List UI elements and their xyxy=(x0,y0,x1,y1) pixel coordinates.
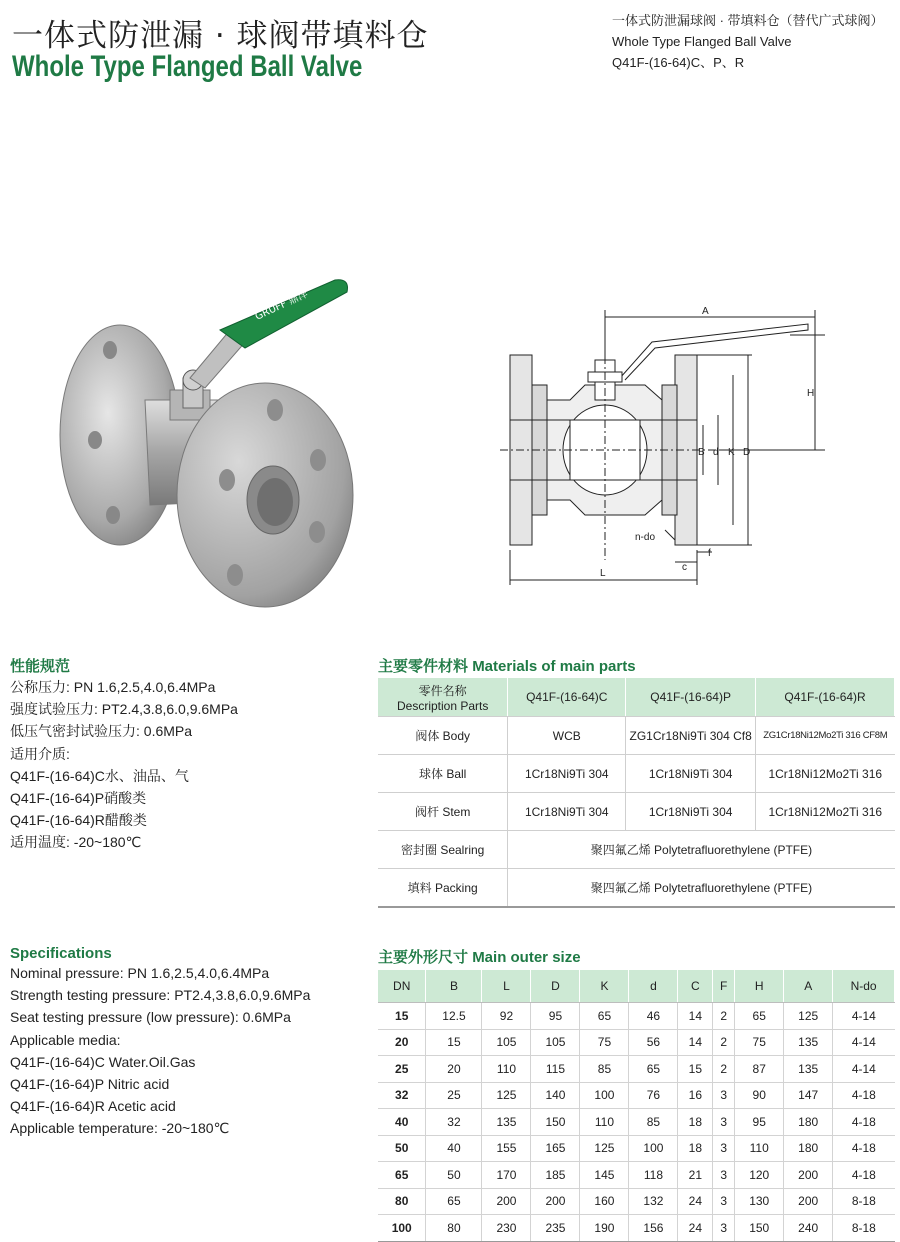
sizes-cell: 80 xyxy=(426,1215,482,1242)
sizes-cell: 200 xyxy=(482,1188,531,1215)
materials-part: 填料 Packing xyxy=(378,869,508,908)
sizes-dn-cell: 40 xyxy=(378,1109,426,1136)
materials-part: 阀杆 Stem xyxy=(378,793,508,831)
spec-line: Strength testing pressure: PT2.4,3.8,6.0,9.6MPa xyxy=(10,987,311,1004)
sizes-col-header: d xyxy=(629,970,678,1003)
sizes-dn-cell: 80 xyxy=(378,1188,426,1215)
sizes-cell: 190 xyxy=(580,1215,629,1242)
sizes-cell: 24 xyxy=(678,1188,713,1215)
sizes-cell: 4-18 xyxy=(833,1135,895,1162)
sizes-cell: 65 xyxy=(735,1003,784,1030)
sizes-cell: 4-18 xyxy=(833,1109,895,1136)
spec-line: Q41F-(16-64)R醋酸类 xyxy=(10,812,147,829)
sizes-cell: 156 xyxy=(629,1215,678,1242)
valve-section-drawing xyxy=(490,300,830,595)
sizes-cell: 132 xyxy=(629,1188,678,1215)
spec-line: Nominal pressure: PN 1.6,2.5,4.0,6.4MPa xyxy=(10,965,270,981)
sizes-cell: 200 xyxy=(531,1188,580,1215)
sizes-col-header: D xyxy=(531,970,580,1003)
sizes-cell: 65 xyxy=(426,1188,482,1215)
sizes-cell: 4-14 xyxy=(833,1003,895,1030)
materials-cell: 1Cr18Ni12Mo2Ti 316 xyxy=(756,755,895,793)
specs-cn-list xyxy=(10,676,238,854)
sizes-cell: 125 xyxy=(580,1135,629,1162)
sizes-cell: 16 xyxy=(678,1082,713,1109)
dim-label-f: f xyxy=(708,548,711,559)
spec-line: Q41F-(16-64)P Nitric acid xyxy=(10,1076,170,1093)
sizes-cell: 125 xyxy=(482,1082,531,1109)
materials-part: 密封圈 Sealring xyxy=(378,831,508,869)
spec-line: Q41F-(16-64)C Water.Oil.Gas xyxy=(10,1053,196,1070)
spec-line: Q41F-(16-64)R Acetic acid xyxy=(10,1098,176,1115)
sizes-cell: 100 xyxy=(580,1082,629,1109)
sizes-cell: 140 xyxy=(531,1082,580,1109)
sizes-cell: 3 xyxy=(713,1162,735,1189)
materials-row xyxy=(378,717,895,755)
model-info xyxy=(612,10,884,73)
sizes-cell: 4-18 xyxy=(833,1082,895,1109)
sizes-cell: 3 xyxy=(713,1109,735,1136)
dim-label-K: K xyxy=(728,447,735,458)
sizes-cell: 75 xyxy=(580,1029,629,1056)
materials-cell: 1Cr18Ni9Ti 304 xyxy=(626,793,756,831)
sizes-cell: 235 xyxy=(531,1215,580,1242)
sizes-cell: 200 xyxy=(784,1188,833,1215)
sizes-cell: 14 xyxy=(678,1003,713,1030)
sizes-cell: 130 xyxy=(735,1188,784,1215)
sizes-cell: 75 xyxy=(735,1029,784,1056)
sizes-cell: 230 xyxy=(482,1215,531,1242)
materials-part: 球体 Ball xyxy=(378,755,508,793)
sizes-cell: 2 xyxy=(713,1056,735,1083)
dim-label-H: H xyxy=(807,388,815,399)
sizes-dn-cell: 32 xyxy=(378,1082,426,1109)
sizes-cell: 150 xyxy=(531,1109,580,1136)
sizes-col-header: DN xyxy=(378,970,426,1003)
materials-cell: ZG1Cr18Ni9Ti 304 Cf8 xyxy=(626,717,756,755)
sizes-cell: 65 xyxy=(580,1003,629,1030)
sizes-cell: 4-14 xyxy=(833,1056,895,1083)
spec-line: 适用介质: xyxy=(10,745,70,762)
materials-col-parts xyxy=(378,678,508,717)
sizes-col-header: L xyxy=(482,970,531,1003)
sizes-heading-cn: 主要外形尺寸 xyxy=(378,949,469,966)
sizes-col-header: N-do xyxy=(833,970,895,1003)
dim-label-d: d xyxy=(713,447,719,458)
specs-en-section xyxy=(10,945,310,1140)
sizes-cell: 180 xyxy=(784,1135,833,1162)
dim-label-ndo: n-do xyxy=(635,532,656,543)
materials-part: 阀体 Body xyxy=(378,717,508,755)
sizes-cell: 2 xyxy=(713,1003,735,1030)
sizes-cell: 32 xyxy=(426,1109,482,1136)
sizes-cell: 15 xyxy=(426,1029,482,1056)
sizes-cell: 56 xyxy=(629,1029,678,1056)
sizes-cell: 3 xyxy=(713,1188,735,1215)
specs-cn-section xyxy=(10,655,238,854)
spec-line: 适用温度: -20~180℃ xyxy=(10,834,142,851)
sizes-cell: 2 xyxy=(713,1029,735,1056)
model-info-cn: 一体式防泄漏球阀 · 带填料仓（替代广式球阀） xyxy=(612,13,884,28)
sizes-dn-cell: 20 xyxy=(378,1029,426,1056)
materials-cell-merged: 聚四氟乙烯 Polytetrafluorethylene (PTFE) xyxy=(508,869,895,908)
sizes-row xyxy=(378,1188,895,1215)
sizes-cell: 120 xyxy=(735,1162,784,1189)
sizes-col-header: C xyxy=(678,970,713,1003)
materials-row xyxy=(378,831,895,869)
sizes-col-header: B xyxy=(426,970,482,1003)
sizes-cell: 147 xyxy=(784,1082,833,1109)
spec-line: 强度试验压力: PT2.4,3.8,6.0,9.6MPa xyxy=(10,701,238,718)
materials-col-c: Q41F-(16-64)C xyxy=(508,678,626,717)
sizes-cell: 115 xyxy=(531,1056,580,1083)
sizes-cell: 14 xyxy=(678,1029,713,1056)
sizes-cell: 46 xyxy=(629,1003,678,1030)
materials-col-parts-en: Description Parts xyxy=(396,698,489,713)
handle-brand-label: GRUFF 鼎洋 xyxy=(253,288,310,323)
sizes-cell: 50 xyxy=(426,1162,482,1189)
sizes-cell: 18 xyxy=(678,1109,713,1136)
sizes-cell: 200 xyxy=(784,1162,833,1189)
sizes-cell: 105 xyxy=(482,1029,531,1056)
materials-heading-cn: 主要零件材料 xyxy=(378,658,469,675)
sizes-cell: 110 xyxy=(735,1135,784,1162)
sizes-cell: 12.5 xyxy=(426,1003,482,1030)
materials-cell: 1Cr18Ni9Ti 304 xyxy=(508,755,626,793)
sizes-cell: 90 xyxy=(735,1082,784,1109)
spec-line: Q41F-(16-64)P硝酸类 xyxy=(10,790,147,807)
materials-row xyxy=(378,793,895,831)
sizes-cell: 125 xyxy=(784,1003,833,1030)
materials-cell: 1Cr18Ni9Ti 304 xyxy=(626,755,756,793)
page-title-en: Whole Type Flanged Ball Valve xyxy=(12,50,363,83)
sizes-cell: 65 xyxy=(629,1056,678,1083)
sizes-header-row xyxy=(378,970,895,1003)
sizes-cell: 92 xyxy=(482,1003,531,1030)
sizes-cell: 150 xyxy=(735,1215,784,1242)
model-info-en: Whole Type Flanged Ball Valve xyxy=(612,34,792,49)
spec-line: 公称压力: PN 1.6,2.5,4.0,6.4MPa xyxy=(10,679,216,695)
sizes-cell: 165 xyxy=(531,1135,580,1162)
sizes-cell: 135 xyxy=(482,1109,531,1136)
sizes-cell: 15 xyxy=(678,1056,713,1083)
sizes-cell: 155 xyxy=(482,1135,531,1162)
sizes-cell: 95 xyxy=(531,1003,580,1030)
materials-cell-merged: 聚四氟乙烯 Polytetrafluorethylene (PTFE) xyxy=(508,831,895,869)
sizes-cell: 118 xyxy=(629,1162,678,1189)
specs-en-heading: Specifications xyxy=(10,945,112,962)
sizes-cell: 180 xyxy=(784,1109,833,1136)
spec-line: 低压气密封试验压力: 0.6MPa xyxy=(10,723,193,740)
sizes-dn-cell: 50 xyxy=(378,1135,426,1162)
sizes-table xyxy=(378,970,895,1242)
sizes-row xyxy=(378,1029,895,1056)
materials-row xyxy=(378,755,895,793)
materials-heading xyxy=(378,655,636,676)
sizes-row xyxy=(378,1082,895,1109)
sizes-cell: 18 xyxy=(678,1135,713,1162)
spec-line: Q41F-(16-64)C水、油品、气 xyxy=(10,767,189,784)
sizes-cell: 3 xyxy=(713,1082,735,1109)
sizes-dn-cell: 100 xyxy=(378,1215,426,1242)
spec-line: Applicable temperature: -20~180℃ xyxy=(10,1120,230,1137)
sizes-row xyxy=(378,1135,895,1162)
sizes-col-header: H xyxy=(735,970,784,1003)
materials-heading-en: Materials of main parts xyxy=(472,658,636,675)
sizes-dn-cell: 65 xyxy=(378,1162,426,1189)
sizes-cell: 240 xyxy=(784,1215,833,1242)
sizes-cell: 135 xyxy=(784,1056,833,1083)
sizes-col-header: K xyxy=(580,970,629,1003)
materials-table xyxy=(378,678,895,908)
sizes-dn-cell: 15 xyxy=(378,1003,426,1030)
sizes-cell: 160 xyxy=(580,1188,629,1215)
sizes-cell: 3 xyxy=(713,1135,735,1162)
dim-label-c: c xyxy=(682,562,687,573)
materials-cell: ZG1Cr18Ni12Mo2Ti 316 CF8M xyxy=(756,717,895,755)
sizes-cell: 4-18 xyxy=(833,1162,895,1189)
sizes-cell: 135 xyxy=(784,1029,833,1056)
dim-label-L: L xyxy=(600,568,606,579)
dim-label-D: D xyxy=(743,447,751,458)
materials-header-row xyxy=(378,678,895,717)
sizes-cell: 170 xyxy=(482,1162,531,1189)
dim-label-B: B xyxy=(698,447,705,458)
sizes-cell: 87 xyxy=(735,1056,784,1083)
materials-col-r: Q41F-(16-64)R xyxy=(756,678,895,717)
specs-en-list xyxy=(10,962,310,1140)
valve-photo xyxy=(35,270,365,615)
sizes-cell: 76 xyxy=(629,1082,678,1109)
page-title-cn: 一体式防泄漏 · 球阀带填料仓 xyxy=(12,18,429,54)
sizes-cell: 95 xyxy=(735,1109,784,1136)
materials-cell: 1Cr18Ni9Ti 304 xyxy=(508,793,626,831)
sizes-cell: 145 xyxy=(580,1162,629,1189)
sizes-cell: 24 xyxy=(678,1215,713,1242)
sizes-cell: 100 xyxy=(629,1135,678,1162)
spec-line: Seat testing pressure (low pressure): 0.6MPa xyxy=(10,1009,291,1026)
sizes-row xyxy=(378,1162,895,1189)
sizes-cell: 8-18 xyxy=(833,1215,895,1242)
model-number: Q41F-(16-64)C、P、R xyxy=(612,55,745,70)
sizes-heading-en: Main outer size xyxy=(472,949,581,966)
sizes-cell: 85 xyxy=(580,1056,629,1083)
sizes-cell: 185 xyxy=(531,1162,580,1189)
sizes-cell: 40 xyxy=(426,1135,482,1162)
materials-cell: 1Cr18Ni12Mo2Ti 316 xyxy=(756,793,895,831)
sizes-col-header: F xyxy=(713,970,735,1003)
materials-col-p: Q41F-(16-64)P xyxy=(626,678,756,717)
sizes-row xyxy=(378,1056,895,1083)
specs-cn-heading: 性能规范 xyxy=(10,658,71,675)
sizes-cell: 25 xyxy=(426,1082,482,1109)
sizes-row xyxy=(378,1215,895,1242)
materials-row xyxy=(378,869,895,908)
sizes-cell: 105 xyxy=(531,1029,580,1056)
sizes-cell: 110 xyxy=(482,1056,531,1083)
spec-line: Applicable media: xyxy=(10,1031,121,1048)
dim-label-A: A xyxy=(702,306,709,317)
sizes-cell: 8-18 xyxy=(833,1188,895,1215)
sizes-cell: 21 xyxy=(678,1162,713,1189)
sizes-cell: 3 xyxy=(713,1215,735,1242)
sizes-cell: 85 xyxy=(629,1109,678,1136)
sizes-row xyxy=(378,1003,895,1030)
sizes-cell: 4-14 xyxy=(833,1029,895,1056)
sizes-heading xyxy=(378,946,581,967)
sizes-cell: 20 xyxy=(426,1056,482,1083)
sizes-cell: 110 xyxy=(580,1109,629,1136)
materials-cell: WCB xyxy=(508,717,626,755)
sizes-col-header: A xyxy=(784,970,833,1003)
materials-col-parts-cn: 零件名称 xyxy=(418,683,467,698)
sizes-row xyxy=(378,1109,895,1136)
sizes-dn-cell: 25 xyxy=(378,1056,426,1083)
